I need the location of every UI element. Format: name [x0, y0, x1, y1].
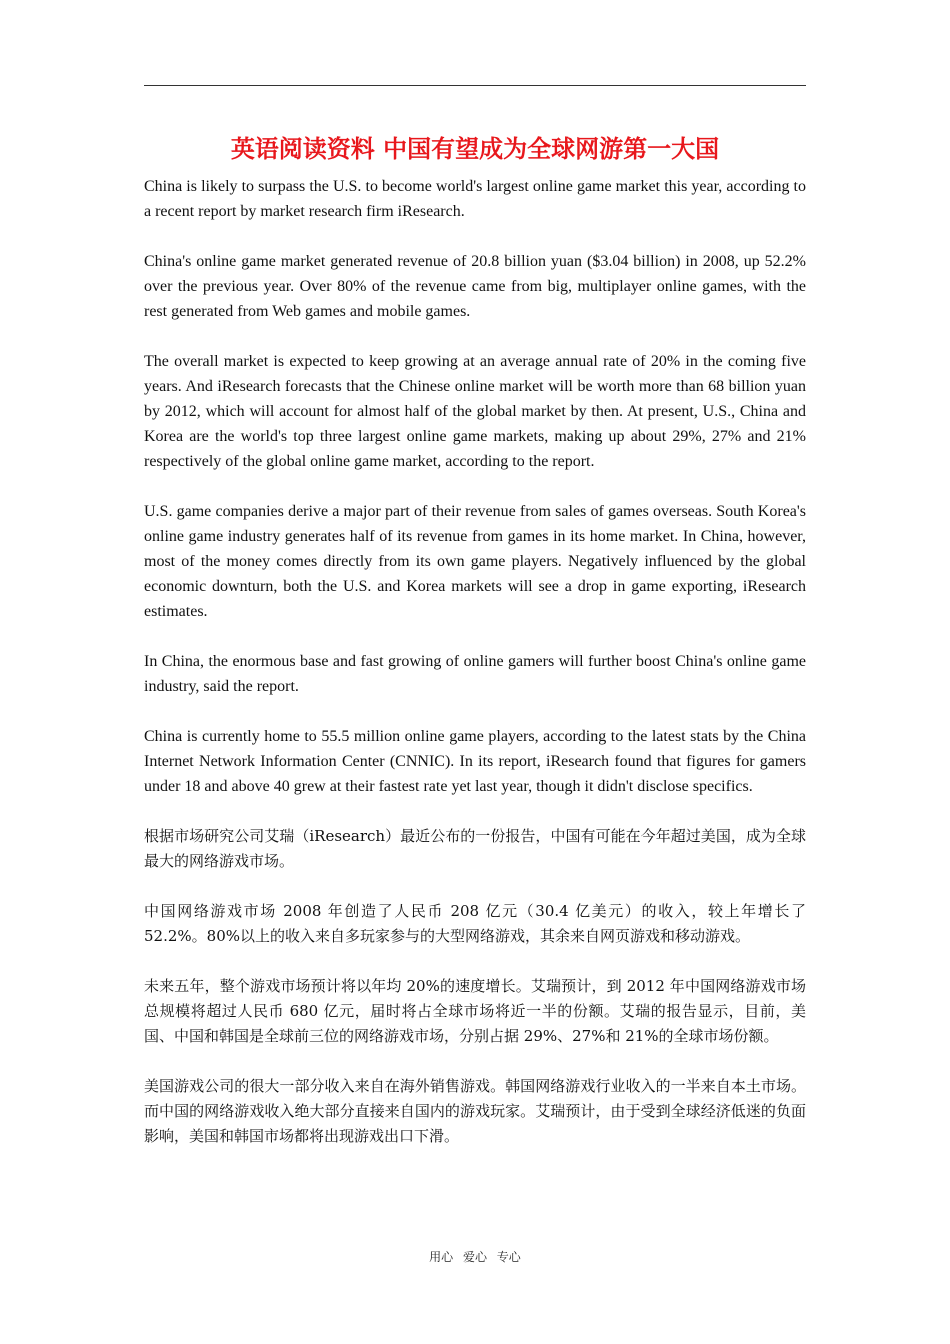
english-paragraph: The overall market is expected to keep growing at an average annual rate of 20% in the coming five years. And iResearch forecasts that the Chinese online market will be worth more than 68 billion yuan by 2012, which will account for almost half of the global market by then. At present, U.S., China and Korea are the world's top three largest online game markets, making up about 29%, 27% and 21% respectively of the global online game market, according to the report. [144, 353, 806, 470]
english-paragraph: In China, the enormous base and fast growing of online gamers will further boost China's online game industry, said the report. [144, 653, 806, 695]
page-footer: 用心 爱心 专心 [429, 1250, 521, 1264]
header-rule [144, 85, 806, 86]
chinese-paragraph: 中国网络游戏市场 2008 年创造了人民币 208 亿元（30.4 亿美元）的收入，较上年增长了 52.2%。80%以上的收入来自多玩家参与的大型网络游戏，其余来自网页游戏和移动游戏。 [144, 902, 806, 945]
document-title: 英语阅读资料 中国有望成为全球网游第一大国 [230, 135, 720, 163]
english-paragraph: China is likely to surpass the U.S. to become world's largest online game market this year, according to a recent report by market research firm iResearch. [144, 178, 806, 220]
chinese-paragraph: 美国游戏公司的很大一部分收入来自在海外销售游戏。韩国网络游戏行业收入的一半来自本土市场。而中国的网络游戏收入绝大部分直接来自国内的游戏玩家。艾瑞预计，由于受到全球经济低迷的负面影响，美国和韩国市场都将出现游戏出口下滑。 [144, 1077, 806, 1145]
english-paragraph: U.S. game companies derive a major part of their revenue from sales of games overseas. South Korea's online game industry generates half of its revenue from games in its home market. In China, however, most of the money comes directly from its own game players. Negatively influenced by the global economic downturn, both the U.S. and Korea markets will see a drop in game exporting, iResearch estimates. [144, 503, 806, 620]
english-paragraph: China is currently home to 55.5 million online game players, according to the latest stats by the China Internet Network Information Center (CNNIC). In its report, iResearch found that figures for gamers under 18 and above 40 grew at their fastest rate yet last year, though it didn't disclose specifics. [144, 728, 806, 795]
english-paragraph: China's online game market generated revenue of 20.8 billion yuan ($3.04 billion) in 2008, up 52.2% over the previous year. Over 80% of the revenue came from big, multiplayer online games, with the rest generated from Web games and mobile games. [144, 253, 806, 320]
chinese-paragraph: 根据市场研究公司艾瑞（iResearch）最近公布的一份报告，中国有可能在今年超过美国，成为全球最大的网络游戏市场。 [144, 827, 806, 870]
document-body [144, 174, 806, 1174]
chinese-paragraph: 未来五年，整个游戏市场预计将以年均 20%的速度增长。艾瑞预计，到 2012 年中国网络游戏市场总规模将超过人民币 680 亿元，届时将占全球市场将近一半的份额。艾瑞的报告显示，目前，美国、中国和韩国是全球前三位的网络游戏市场，分别占据 29%、27%和 21%的全球市场份额。 [144, 977, 806, 1045]
